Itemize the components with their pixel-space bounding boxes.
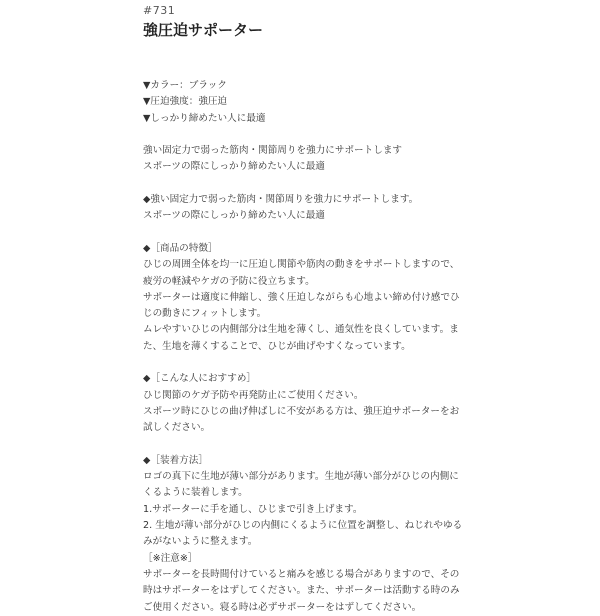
product-header <box>143 4 463 40</box>
spec-recommendation: ▼しっかり締めたい人に最適 <box>143 112 266 124</box>
features-line: じの動きにフィットします。 <box>143 308 267 320</box>
caution-line: サポーターを長時間付けていると痛みを感じる場合がありますので、その <box>143 568 460 580</box>
spec-compression: ▼圧迫強度：強圧迫 <box>143 96 228 108</box>
features-line: ひじの周囲全体を均一に圧迫し関節や筋肉の動きをサポートしますので、 <box>143 259 460 271</box>
product-description <box>143 78 461 616</box>
features-line: ムレやすいひじの内側部分は生地を薄くし、通気性を良くしています。ま <box>143 324 459 336</box>
caution-heading: ［※注意※］ <box>143 552 198 564</box>
recommended-line: 試しください。 <box>143 422 211 434</box>
usage-heading: ◆［装着方法］ <box>143 454 208 466</box>
intro-block <box>143 143 461 176</box>
intro-line: スポーツの際にしっかり締めたい人に最適 <box>143 161 325 173</box>
spec-color: ▼カラー：ブラック <box>143 80 227 91</box>
intro-bullet-line: ◆強い固定力で弱った筋肉・関節周りを強力にサポートします。 <box>143 194 419 206</box>
usage-line: 1.サポーターに手を通し、ひじまで引き上げます。 <box>143 503 363 515</box>
caution-line: 時はサポーターをはずしてください。また、サポーターは活動する時のみ <box>143 585 460 597</box>
usage-line: くるように装着します。 <box>143 487 248 499</box>
product-title: 強圧迫サポーター <box>143 21 264 39</box>
caution-line: ご使用ください。寝る時は必ずサポーターをはずしてください。 <box>143 601 422 613</box>
usage-section <box>143 453 461 551</box>
intro-bullet-block <box>143 192 461 225</box>
recommended-line: ひじ関節のケガ予防や再発防止にご使用ください。 <box>143 389 364 401</box>
product-code: #731 <box>143 4 176 17</box>
features-section <box>143 241 461 355</box>
caution-section <box>143 551 461 616</box>
recommended-section <box>143 371 461 436</box>
features-line: 疲労の軽減やケガの予防に役立ちます。 <box>143 275 315 287</box>
features-line: サポーターは適度に伸縮し、強く圧迫しながらも心地よい締め付け感でひ <box>143 291 460 303</box>
features-heading: ◆［商品の特徴］ <box>143 242 218 254</box>
features-line: た、生地を薄くすることで、ひじが曲げやすくなっています。 <box>143 340 411 352</box>
intro-line: 強い固定力で弱った筋肉・関節周りを強力にサポートします <box>143 145 403 157</box>
intro-bullet-line: スポーツの際にしっかり締めたい人に最適 <box>143 210 325 222</box>
usage-line: ロゴの真下に生地が薄い部分があります。生地が薄い部分がひじの内側に <box>143 471 459 483</box>
usage-line: みがないように整えます。 <box>143 536 258 548</box>
specs-block <box>143 78 461 127</box>
usage-line: 2. 生地が薄い部分がひじの内側にくるように位置を調整し、ねじれやゆる <box>143 520 463 532</box>
recommended-line: スポーツ時にひじの曲げ伸ばしに不安がある方は、強圧迫サポーターをお <box>143 405 460 417</box>
recommended-heading: ◆［こんな人におすすめ］ <box>143 373 257 385</box>
